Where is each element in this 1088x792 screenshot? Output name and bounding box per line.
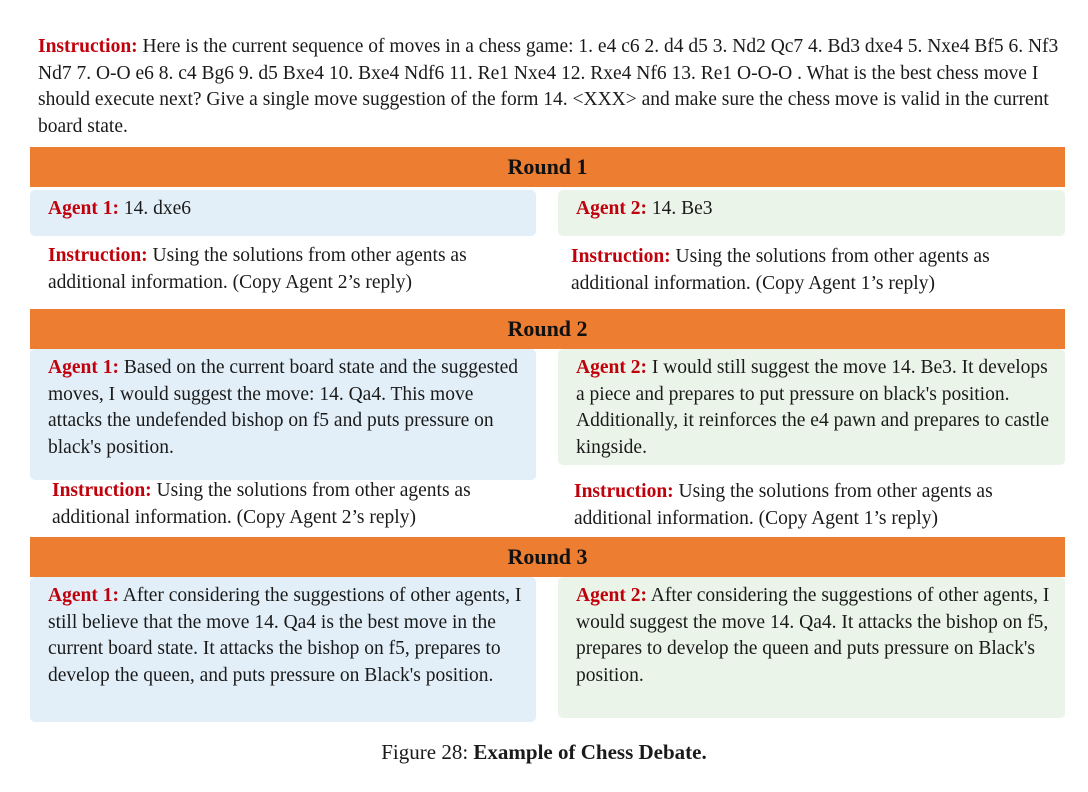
- instruction-label: Instruction:: [571, 246, 671, 267]
- agent-1-label: Agent 1:: [48, 198, 119, 219]
- intro-instruction: [38, 34, 1068, 140]
- agent-1-text: Based on the current board state and the suggested moves, I would suggest the move: 14. Qa4. This move attacks the undefended bishop on f5 and puts pressure on black's position.: [48, 357, 519, 458]
- round-2-agent-1-reply: [30, 349, 536, 480]
- figure-caption: [0, 740, 1088, 765]
- round-2-header: Round 2: [30, 309, 1065, 349]
- instruction-text: Using the solutions from other agents as additional information. (Copy Agent 2’s reply): [48, 245, 467, 293]
- round-3-header: Round 3: [30, 537, 1065, 577]
- agent-1-label: Agent 1:: [48, 585, 119, 606]
- agent-2-label: Agent 2:: [576, 198, 647, 219]
- caption-prefix: Figure 28:: [381, 740, 474, 764]
- instruction-label: Instruction:: [48, 245, 148, 266]
- instruction-label: Instruction:: [574, 481, 674, 502]
- instruction-text: Using the solutions from other agents as additional information. (Copy Agent 1’s reply): [571, 246, 990, 294]
- instruction-label: Instruction:: [52, 480, 152, 501]
- agent-2-text: After considering the suggestions of other agents, I would suggest the move 14. Qa4. It attacks the bishop on f5, prepares to develop the queen and puts pressure on Black's position.: [576, 585, 1050, 686]
- agent-1-label: Agent 1:: [48, 357, 119, 378]
- caption-title: Example of Chess Debate.: [473, 740, 707, 764]
- round-1-agent-2-reply: [558, 190, 1065, 236]
- agent-2-text: 14. Be3: [646, 198, 713, 219]
- agent-1-text: After considering the suggestions of other agents, I still believe that the move 14. Qa4 is the best move in the current board state. It attacks the bishop on f5, prepares to develop the queen, and puts pressure on Black's position.: [48, 585, 522, 686]
- round-1-header: Round 1: [30, 147, 1065, 187]
- intro-instruction-text: Here is the current sequence of moves in a chess game: 1. e4 c6 2. d4 d5 3. Nd2 Qc7 4. Bd3 dxe4 5. Nxe4 Bf5 6. Nf3 Nd7 7. O-O e6 8. c4 Bg6 9. d5 Bxe4 10. Bxe4 Ndf6 11. Re1 Nxe4 12. Rxe4 Nf6 13. Re1 O-O-O . What is the best chess move I should execute next? Give a single move suggestion of the form 14. <XXX> and make sure the chess move is valid in the current board state.: [38, 36, 1059, 137]
- round-2-instruction-agent-2: [574, 479, 1064, 532]
- round-1-instruction-agent-2: [571, 244, 1061, 297]
- round-3-agent-2-reply: [558, 577, 1065, 718]
- round-1-agent-1-reply: [30, 190, 536, 236]
- agent-2-label: Agent 2:: [576, 585, 647, 606]
- intro-instruction-label: Instruction:: [38, 36, 138, 57]
- agent-1-text: 14. dxe6: [118, 198, 191, 219]
- round-3-agent-1-reply: [30, 577, 536, 722]
- agent-2-text: I would still suggest the move 14. Be3. It develops a piece and prepares to put pressure on black's position. Additionally, it reinforces the e4 pawn and prepares to castle kingside.: [576, 357, 1050, 458]
- round-2-instruction-agent-1: [52, 478, 542, 531]
- instruction-text: Using the solutions from other agents as additional information. (Copy Agent 1’s reply): [574, 481, 993, 529]
- instruction-text: Using the solutions from other agents as additional information. (Copy Agent 2’s reply): [52, 480, 471, 528]
- agent-2-label: Agent 2:: [576, 357, 647, 378]
- round-1-instruction-agent-1: [48, 243, 538, 296]
- round-2-agent-2-reply: [558, 349, 1065, 465]
